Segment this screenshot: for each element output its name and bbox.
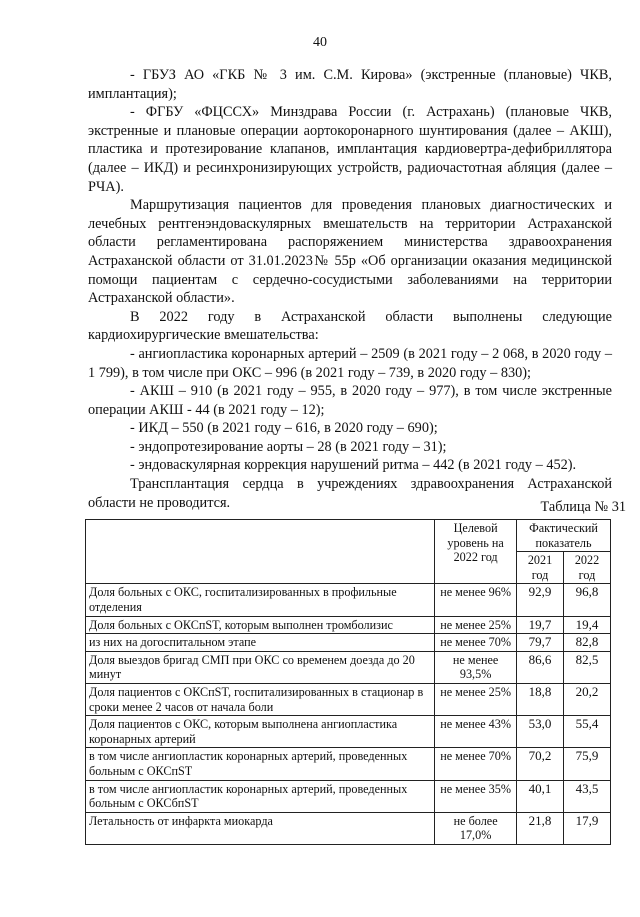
target-cell: не менее 93,5% bbox=[435, 651, 517, 683]
table-row bbox=[86, 683, 611, 715]
value-2022-cell: 17,9 bbox=[564, 812, 611, 844]
target-cell: не менее 70% bbox=[435, 634, 517, 652]
paragraph: - эндопротезирование аорты – 28 (в 2021 году – 31); bbox=[130, 438, 447, 455]
paragraph: - ФГБУ «ФЦССХ» Минздрава России (г. Астрахань) (плановые ЧКВ, экстренные и плановые операции аортокоронарного шунтирования (далее – АКШ), пластика и протезирование клапанов, имплантация кардиовертра-дефибриллятора (далее – ИКД) и ресинхронизирующих устройств, радиочастотная абляция (далее – РЧА). bbox=[88, 104, 612, 195]
target-cell: не менее 43% bbox=[435, 716, 517, 748]
value-2021-cell: 19,7 bbox=[517, 616, 564, 634]
value-2022-cell: 82,8 bbox=[564, 634, 611, 652]
indicator-cell: Доля пациентов с ОКСпST, госпитализированных в стационар в сроки менее 2 часов от начала боли bbox=[86, 683, 435, 715]
value-2022-cell: 55,4 bbox=[564, 716, 611, 748]
indicator-cell: из них на догоспитальном этапе bbox=[86, 634, 435, 652]
value-2021-cell: 92,9 bbox=[517, 584, 564, 616]
value-2021-cell: 21,8 bbox=[517, 812, 564, 844]
value-2021-cell: 40,1 bbox=[517, 780, 564, 812]
value-2022-cell: 96,8 bbox=[564, 584, 611, 616]
indicator-cell: Летальность от инфаркта миокарда bbox=[86, 812, 435, 844]
table-row bbox=[86, 584, 611, 616]
indicator-cell: Доля выездов бригад СМП при ОКС со временем доезда до 20 минут bbox=[86, 651, 435, 683]
table-row bbox=[86, 651, 611, 683]
paragraph: В 2022 году в Астраханской области выполнены следующие кардиохирургические вмешательства: bbox=[88, 308, 612, 344]
target-cell: не более 17,0% bbox=[435, 812, 517, 844]
value-2021-cell: 70,2 bbox=[517, 748, 564, 780]
table-caption: Таблица № 31 bbox=[540, 499, 626, 515]
year-2022-header: 2022 год bbox=[564, 552, 611, 584]
indicator-header bbox=[86, 520, 435, 584]
value-2021-cell: 79,7 bbox=[517, 634, 564, 652]
table-row bbox=[86, 616, 611, 634]
table-row bbox=[86, 716, 611, 748]
indicator-cell: в том числе ангиопластик коронарных артерий, проведенных больным с ОКСпST bbox=[86, 748, 435, 780]
table-row bbox=[86, 748, 611, 780]
table-row bbox=[86, 634, 611, 652]
paragraph: Трансплантация сердца в учреждениях здравоохранения Астраханской области не проводится. bbox=[88, 476, 612, 511]
target-cell: не менее 25% bbox=[435, 683, 517, 715]
indicator-cell: Доля больных с ОКСпST, которым выполнен тромболизис bbox=[86, 616, 435, 634]
indicators-table bbox=[85, 519, 611, 845]
target-cell: не менее 25% bbox=[435, 616, 517, 634]
indicator-cell: в том числе ангиопластик коронарных артерий, проведенных больным с ОКСбпST bbox=[86, 780, 435, 812]
page-number: 40 bbox=[313, 35, 327, 50]
target-cell: не менее 96% bbox=[435, 584, 517, 616]
indicator-cell: Доля пациентов с ОКС, которым выполнена ангиопластика коронарных артерий bbox=[86, 716, 435, 748]
paragraph: - ангиопластика коронарных артерий – 2509 (в 2021 году – 2 068, в 2020 году – 1 799), в том числе при ОКС – 996 (в 2021 году – 739, в 2020 году – 830); bbox=[88, 345, 612, 381]
paragraph: - ИКД – 550 (в 2021 году – 616, в 2020 году – 690); bbox=[130, 420, 438, 437]
target-cell: не менее 70% bbox=[435, 748, 517, 780]
value-2021-cell: 18,8 bbox=[517, 683, 564, 715]
value-2022-cell: 75,9 bbox=[564, 748, 611, 780]
target-header: Целевой уровень на 2022 год bbox=[435, 520, 517, 584]
value-2022-cell: 19,4 bbox=[564, 616, 611, 634]
target-cell: не менее 35% bbox=[435, 780, 517, 812]
body-text bbox=[88, 66, 612, 512]
actual-header: Фактический показатель bbox=[517, 520, 611, 552]
value-2022-cell: 82,5 bbox=[564, 651, 611, 683]
indicator-cell: Доля больных с ОКС, госпитализированных в профильные отделения bbox=[86, 584, 435, 616]
year-2021-header: 2021 год bbox=[517, 552, 564, 584]
value-2021-cell: 53,0 bbox=[517, 716, 564, 748]
value-2021-cell: 86,6 bbox=[517, 651, 564, 683]
value-2022-cell: 20,2 bbox=[564, 683, 611, 715]
table-row bbox=[86, 812, 611, 844]
paragraph: Маршрутизация пациентов для проведения плановых диагностических и лечебных рентгенэндоваскулярных вмешательств на территории Астраханской области регламентирована распоряжением министерства здравоохранения Астраханской области от 31.01.2023№ 55р «Об организации оказания медицинской помощи пациентам с сердечно-сосудистыми заболеваниями на территории Астраханской области». bbox=[88, 197, 612, 307]
paragraph: - АКШ – 910 (в 2021 году – 955, в 2020 году – 977), в том числе экстренные операции АКШ - 44 (в 2021 году – 12); bbox=[88, 383, 612, 418]
value-2022-cell: 43,5 bbox=[564, 780, 611, 812]
table-row bbox=[86, 780, 611, 812]
table-header-row bbox=[86, 520, 611, 552]
paragraph: - эндоваскулярная коррекция нарушений ритма – 442 (в 2021 году – 452). bbox=[130, 457, 577, 474]
paragraph: - ГБУЗ АО «ГКБ № 3 им. С.М. Кирова» (экстренные (плановые) ЧКВ, имплантация); bbox=[88, 67, 612, 102]
